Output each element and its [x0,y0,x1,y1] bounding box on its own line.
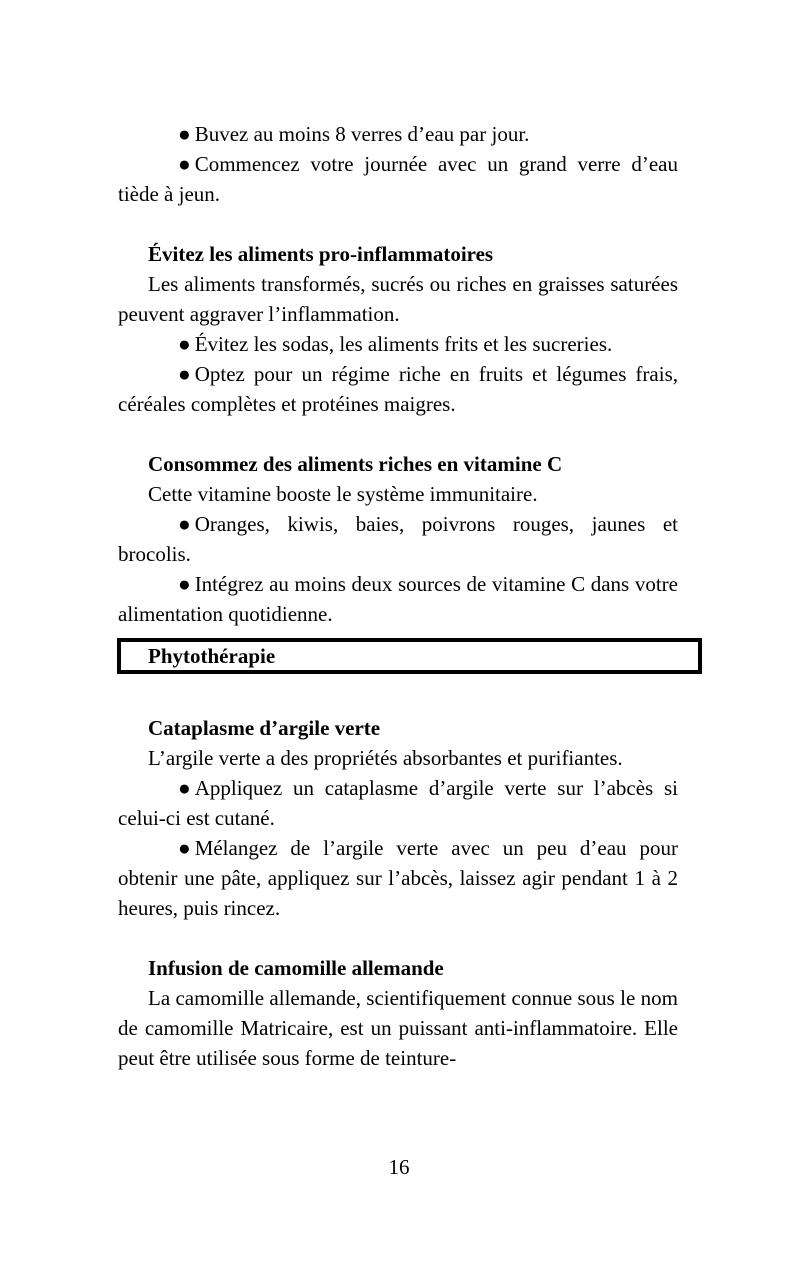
bullet-icon: ● [178,836,191,860]
spacer [118,923,678,953]
paragraph: Les aliments transformés, sucrés ou riches en graisses saturées peuvent aggraver l’inflammation. [118,272,678,326]
bullet-item: ● Buvez au moins 8 verres d’eau par jour. [118,119,678,149]
bullet-item: ● Oranges, kiwis, baies, poivrons rouges, jaunes et brocolis. [118,509,678,569]
bullet-item: ● Intégrez au moins deux sources de vitamine C dans votre alimentation quotidienne. [118,569,678,629]
bullet-icon: ● [178,152,191,176]
bullet-icon: ● [178,776,191,800]
bullet-item: ● Optez pour un régime riche en fruits et légumes frais, céréales complètes et protéines maigres. [118,359,678,419]
paragraph: La camomille allemande, scientifiquement connue sous le nom de camomille Matricaire, est un puissant anti-inflammatoire. Elle peut être utilisée sous forme de teinture- [118,986,678,1070]
bullet-icon: ● [178,512,191,536]
spacer [118,419,678,449]
section-title-box [117,638,702,674]
bullet-item: ● Commencez votre journée avec un grand verre d’eau tiède à jeun. [118,149,678,209]
section-heading: Infusion de camomille allemande [148,956,444,980]
section-heading: Cataplasme d’argile verte [148,716,381,740]
bullet-icon: ● [178,572,191,596]
bullet-item: ● Évitez les sodas, les aliments frits et les sucreries. [118,329,678,359]
section-heading: Consommez des aliments riches en vitamine C [148,452,563,476]
section-title: Phytothérapie [148,644,276,668]
paragraph: Cette vitamine booste le système immunitaire. [148,482,538,506]
paragraph: L’argile verte a des propriétés absorbantes et purifiantes. [148,746,623,770]
bullet-item: ● Appliquez un cataplasme d’argile verte sur l’abcès si celui-ci est cutané. [118,773,678,833]
bullet-item: ● Mélangez de l’argile verte avec un peu d’eau pour obtenir une pâte, appliquez sur l’abcès, laissez agir pendant 1 à 2 heures, puis rincez. [118,833,678,923]
bullet-icon: ● [178,122,191,146]
page-number: 16 [388,1155,410,1179]
section-heading: Évitez les aliments pro-inflammatoires [148,242,494,266]
page-body [118,119,678,1073]
bullet-icon: ● [178,332,191,356]
spacer [118,683,678,713]
spacer [118,209,678,239]
bullet-icon: ● [178,362,191,386]
